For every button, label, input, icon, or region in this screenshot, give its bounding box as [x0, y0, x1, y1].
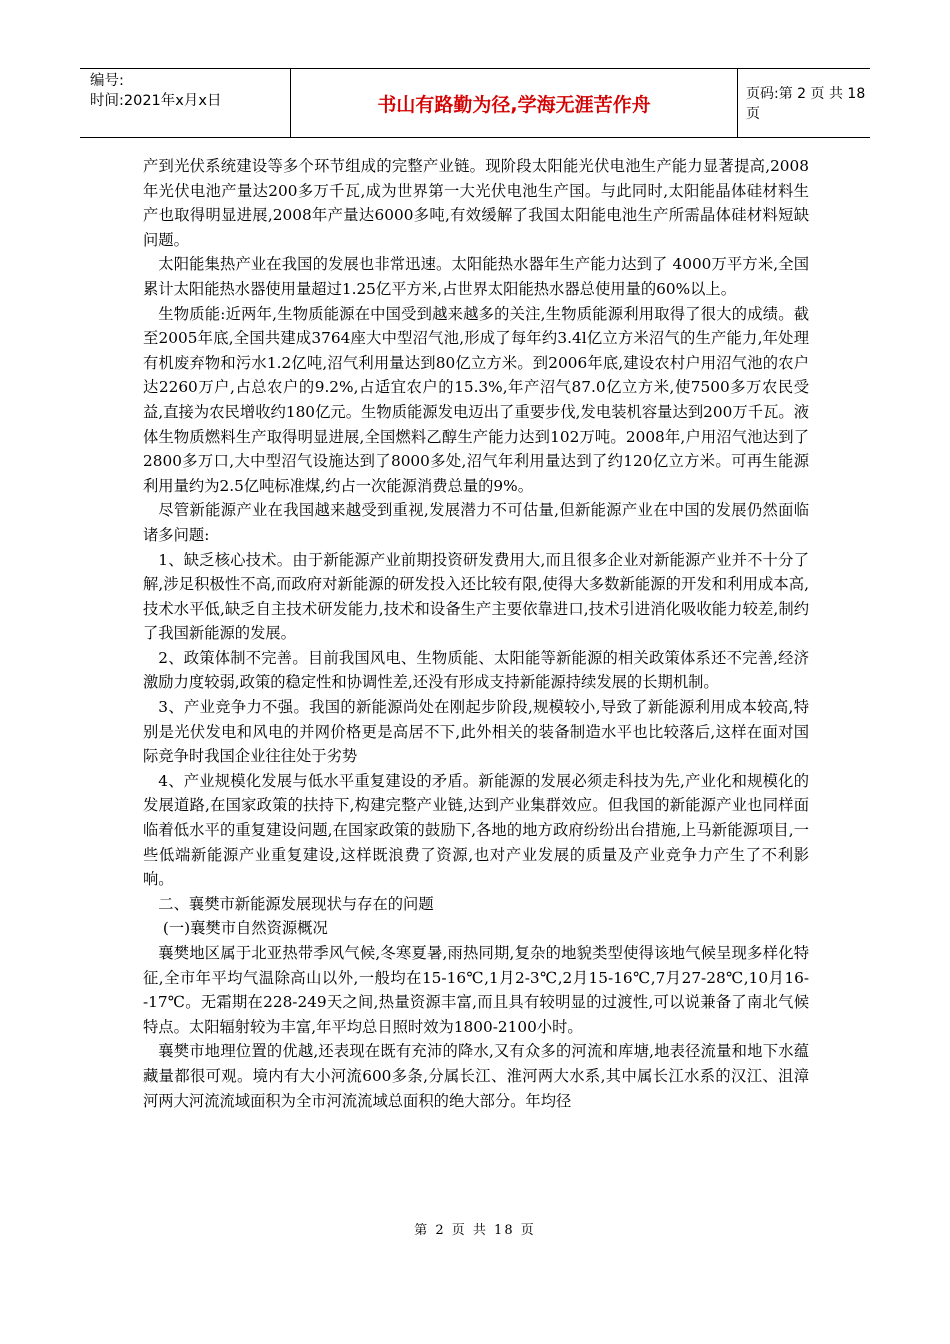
- list-item-2: 2、政策体制不完善。目前我国风电、生物质能、太阳能等新能源的相关政策体系还不完善,经济激励力度较弱,政策的稳定性和协调性差,还没有形成支持新能源持续发展的长期机制。: [143, 648, 809, 692]
- list-item-1: 1、缺乏核心技术。由于新能源产业前期投资研发费用大,而且很多企业对新能源产业并不十分了解,涉足积极性不高,而政府对新能源的研发投入还比较有限,使得大多数新能源的开发和利用成本高,技术水平低,缺乏自主技术研发能力,技术和设备生产主要依靠进口,技术引进消化吸收能力较差,制约了我国新能源的发展。: [143, 550, 809, 643]
- paragraph-1: 产到光伏系统建设等多个环节组成的完整产业链。现阶段太阳能光伏电池生产能力显著提高,2008年光伏电池产量达200多万千瓦,成为世界第一大光伏电池生产国。与此同时,太阳能晶体硅材料生产也取得明显进展,2008年产量达6000多吨,有效缓解了我国太阳能电池生产所需晶体硅材料短缺问题。: [143, 157, 809, 249]
- document-time-label: 时间:2021年x月x日: [90, 93, 222, 109]
- list-item-3: 3、产业竞争力不强。我国的新能源尚处在刚起步阶段,规模较小,导致了新能源利用成本较高,特别是光伏发电和风电的并网价格更是高居不下,此外相关的装备制造水平也比较落后,这样在面对国际竞争时我国企业往往处于劣势: [143, 698, 809, 766]
- paragraph-3: 生物质能:近两年,生物质能源在中国受到越来越多的关注,生物质能源利用取得了很大的成绩。截至2005年底,全国共建成3764座大中型沼气池,形成了每年约3.4l亿立方米沼气的生产能力,年处理有机废弃物和污水1.2亿吨,沼气利用量达到80亿立方米。到2006年底,建设农村户用沼气池的农户达2260万户,占总农户的9.2%,占适宜农户的15.3%,年产沼气87.0亿立方米,使7500多万农民受益,直接为农民增收约180亿元。生物质能源发电迈出了重要步伐,发电装机容量达到200万千瓦。液体生物质燃料生产取得明显进展,全国燃料乙醇生产能力达到102万吨。2008年,户用沼气池达到了2800多万口,大中型沼气设施达到了8000多处,沼气年利用量达到了约120亿立方米。可再生能源利用量约为2.5亿吨标准煤,约占一次能源消费总量的9%。: [143, 304, 809, 495]
- section-heading: 二、襄樊市新能源发展现状与存在的问题: [158, 894, 434, 913]
- paragraph-water: 襄樊市地理位置的优越,还表现在既有充沛的降水,又有众多的河流和库塘,地表径流量和地下水蕴藏量都很可观。境内有大小河流600多条,分属长江、淮河两大水系,其中属长江水系的汉江、沮漳河两大河流流域面积为全市河流流域总面积的绝大部分。年均径: [143, 1042, 809, 1110]
- paragraph-4: 尽管新能源产业在我国越来越受到重视,发展潜力不可估量,但新能源产业在中国的发展仍然面临诸多问题:: [143, 501, 809, 544]
- paragraph-climate: 襄樊地区属于北亚热带季风气候,冬寒夏暑,雨热同期,复杂的地貌类型使得该地气候呈现多样化特征,全市年平均气温除高山以外,一般均在15-16℃,1月2-3℃,2月15-16℃,7月27-28℃,10月16--17℃。无霜期在228-249天之间,热量资源丰富,而且具有较明显的过渡性,可以说兼备了南北气候特点。太阳辐射较为丰富,年平均总日照时效为1800-2100小时。: [143, 944, 809, 1036]
- subsection-heading: (一)襄樊市自然资源概况: [162, 919, 328, 938]
- header-page-number: 页码:第 2 页 共 18 页: [746, 86, 866, 122]
- page-header: [80, 68, 870, 138]
- list-item-4: 4、产业规模化发展与低水平重复建设的矛盾。新能源的发展必须走科技为先,产业化和规模化的发展道路,在国家政策的扶持下,构建完整产业链,达到产业集群效应。但我国的新能源产业也同样面临着低水平的重复建设问题,在国家政策的鼓励下,各地的地方政府纷纷出台措施,上马新能源项目,一些低端新能源产业重复建设,这样既浪费了资源,也对产业发展的质量及产业竞争力产生了不利影响。: [143, 771, 809, 889]
- document-number-label: 编号:: [90, 73, 124, 89]
- document-body: [143, 154, 809, 1113]
- header-motto: 书山有路勤为径,学海无涯苦作舟: [290, 69, 738, 137]
- paragraph-2: 太阳能集热产业在我国的发展也非常迅速。太阳能热水器年生产能力达到了 4000万平方米,全国累计太阳能热水器使用量超过1.25亿平方米,占世界太阳能热水器总使用量的60%以上。: [143, 255, 809, 298]
- page-footer: 第 2 页 共 18 页: [414, 1223, 536, 1238]
- header-meta: [80, 69, 290, 137]
